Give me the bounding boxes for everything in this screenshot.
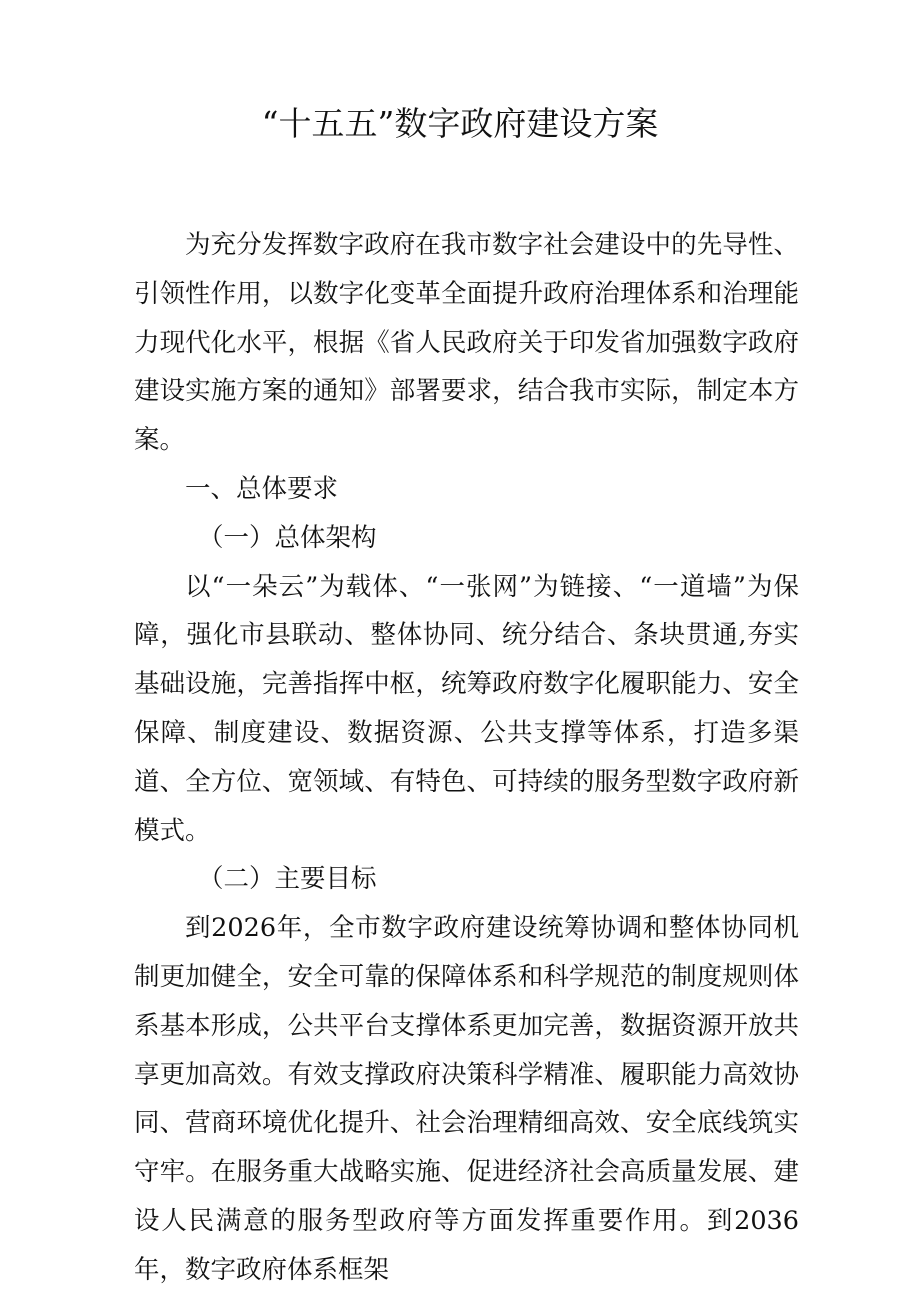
architecture-paragraph: 以“一朵云”为载体、“一张网”为链接、“一道墙”为保障，强化市县联动、整体协同、统分结合、条块贯通,夯实基础设施，完善指挥中枢，统筹政府数字化履职能力、安全保障、制度建设、数据资源、公共支撑等体系，打造多渠道、全方位、宽领域、有特色、可持续的服务型数字政府新模式。: [134, 571, 799, 846]
document-title: “十五五”数字政府建设方案: [261, 104, 659, 143]
section-heading-overall-requirements: 一、总体要求: [185, 473, 339, 504]
subsection-heading-overall-architecture: （一）总体架构: [198, 522, 377, 553]
document-body: [134, 221, 799, 1295]
subsection-heading-main-goals: （二）主要目标: [198, 864, 377, 895]
intro-paragraph: 为充分发挥数字政府在我市数字社会建设中的先导性、引领性作用，以数字化变革全面提升政府治理体系和治理能力现代化水平，根据《省人民政府关于印发省加强数字政府建设实施方案的通知》部署要求，结合我市实际，制定本方案。: [134, 230, 799, 456]
goals-paragraph: 到2026年，全市数字政府建设统筹协调和整体协同机制更加健全，安全可靠的保障体系和科学规范的制度规则体系基本形成，公共平台支撑体系更加完善，数据资源开放共享更加高效。有效支撑政府决策科学精准、履职能力高效协同、营商环境优化提升、社会治理精细高效、安全底线筑实守牢。在服务重大战略实施、促进经济社会高质量发展、建设人民满意的服务型政府等方面发挥重要作用。到2036年，数字政府体系框架: [134, 913, 799, 1285]
